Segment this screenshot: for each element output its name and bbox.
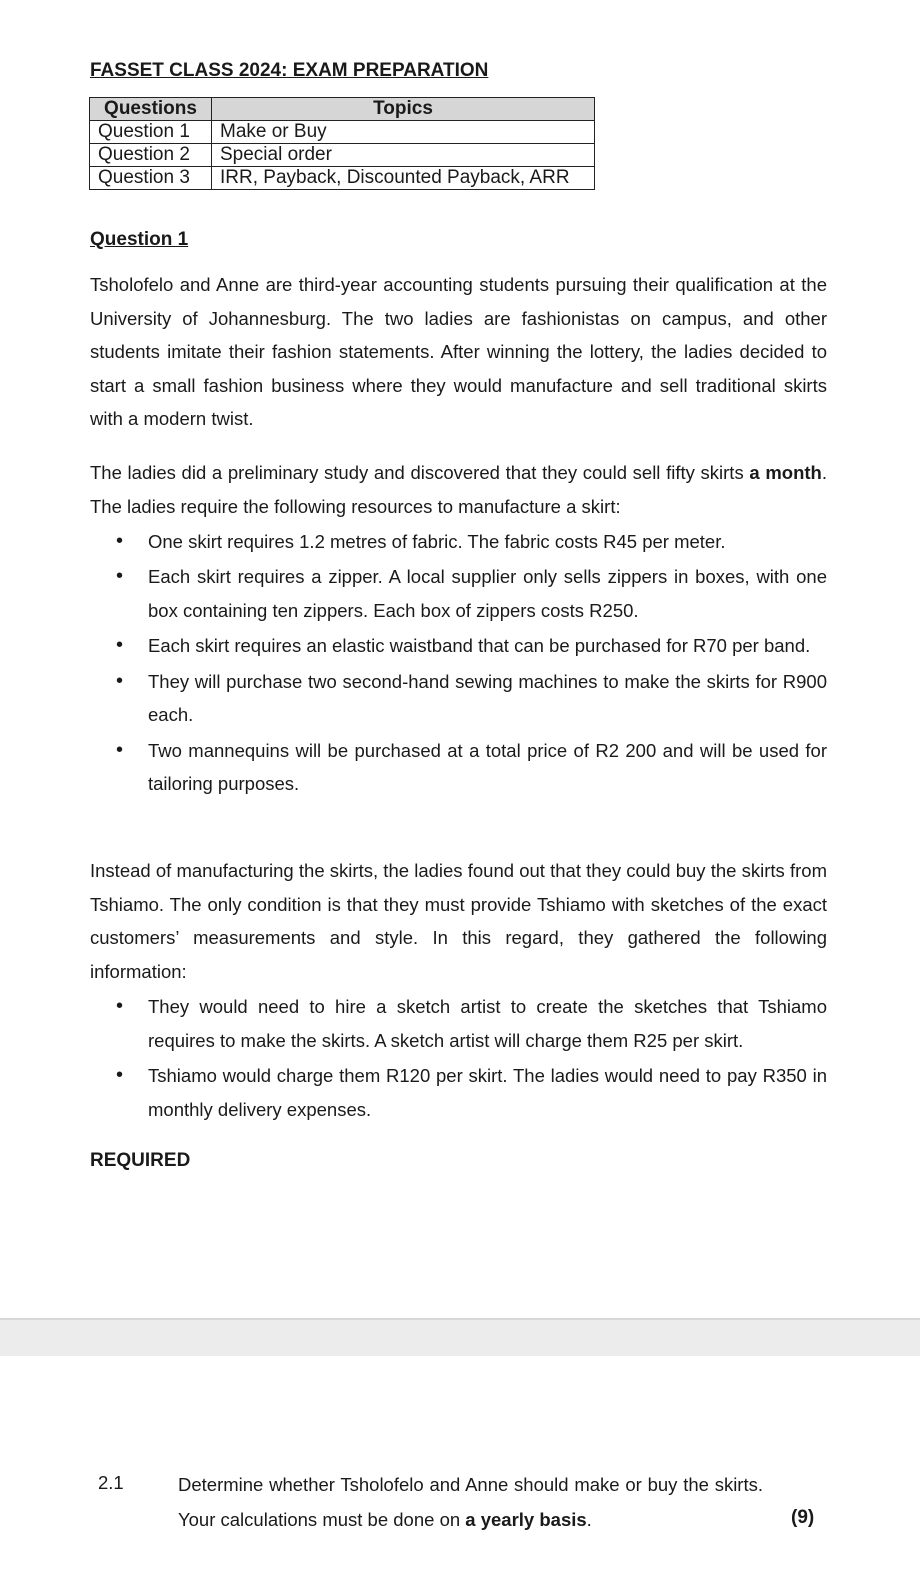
page-title: FASSET CLASS 2024: EXAM PREPARATION xyxy=(90,60,489,81)
table-row xyxy=(90,144,595,167)
list-item-text: Tshiamo would charge them R120 per skirt. The ladies would need to pay R350 in monthly delivery expenses. xyxy=(148,1064,827,1120)
bullet-icon: • xyxy=(116,530,124,552)
page-break-divider xyxy=(0,1318,920,1358)
study-text: The ladies did a preliminary study and discovered that they could sell fifty skirts xyxy=(90,462,750,483)
buy-points-list xyxy=(90,990,827,1128)
header-topics: Topics xyxy=(212,98,595,121)
item-number: 2.1 xyxy=(98,1472,124,1493)
list-item xyxy=(90,665,827,732)
item-text-emphasis: a yearly basis xyxy=(465,1509,587,1530)
list-item xyxy=(90,560,827,627)
list-item-text: They will purchase two second-hand sewing machines to make the skirts for R900 each. xyxy=(148,670,827,726)
list-item-text: Each skirt requires a zipper. A local supplier only sells zippers in boxes, with one box containing ten zippers. Each box of zippers costs R250. xyxy=(148,566,827,621)
topic-cell: Special order xyxy=(212,144,595,167)
header-questions: Questions xyxy=(90,98,212,121)
list-item xyxy=(90,990,827,1057)
topic-cell: Make or Buy xyxy=(212,121,595,144)
required-label: REQUIRED xyxy=(90,1150,191,1171)
list-item-text: One skirt requires 1.2 metres of fabric. The fabric costs R45 per meter. xyxy=(148,531,726,552)
study-paragraph xyxy=(90,456,827,523)
item-text-end: . xyxy=(586,1509,592,1530)
list-item xyxy=(90,734,827,801)
bullet-icon: • xyxy=(116,995,124,1017)
question-cell: Question 2 xyxy=(90,144,212,167)
question-cell: Question 1 xyxy=(90,121,212,144)
table-row xyxy=(90,167,595,190)
list-item-text: Each skirt requires an elastic waistband that can be purchased for R70 per band. xyxy=(148,635,811,657)
list-item xyxy=(90,525,827,559)
list-item-text: Two mannequins will be purchased at a total price of R2 200 and will be used for tailoring purposes. xyxy=(148,739,827,795)
item-marks: (9) xyxy=(791,1507,815,1528)
table-header-row xyxy=(90,98,595,121)
topics-table xyxy=(89,97,595,190)
study-emphasis: a month xyxy=(749,462,822,483)
table-row xyxy=(90,121,595,144)
topic-cell: IRR, Payback, Discounted Payback, ARR xyxy=(212,167,595,190)
resources-list xyxy=(90,525,827,803)
question-cell: Question 3 xyxy=(90,167,212,190)
list-item xyxy=(90,1059,827,1126)
bullet-icon: • xyxy=(116,738,124,761)
bullet-icon: • xyxy=(116,565,124,588)
list-item xyxy=(90,629,827,663)
item-question-text xyxy=(178,1467,763,1537)
list-item-text: They would need to hire a sketch artist to create the sketches that Tshiamo requires to make the skirts. A sketch artist will charge them R25 per skirt. xyxy=(148,996,827,1051)
item-text-start: Determine whether Tsholofelo and Anne should make or buy the skirts. Your calculations must be done on xyxy=(178,1474,763,1530)
study-text-end: . The ladies require the following resources to manufacture a skirt: xyxy=(90,462,827,517)
intro-paragraph: Tsholofelo and Anne are third-year accounting students pursuing their qualification at the University of Johannesburg. The two ladies are fashionistas on campus, and other students imitate their fashion statements. After winning the lottery, the ladies decided to start a small fashion business where they would manufacture and sell traditional skirts with a modern twist. xyxy=(90,274,827,430)
question-1-heading: Question 1 xyxy=(90,229,189,250)
bullet-icon: • xyxy=(116,1063,124,1086)
bullet-icon: • xyxy=(116,669,124,692)
buy-intro-paragraph: Instead of manufacturing the skirts, the ladies found out that they could buy the skirts from Tshiamo. The only condition is that they must provide Tshiamo with sketches of the exact customers’ measurements and style. In this regard, they gathered the following information: xyxy=(90,860,827,982)
bullet-icon: • xyxy=(116,634,124,657)
